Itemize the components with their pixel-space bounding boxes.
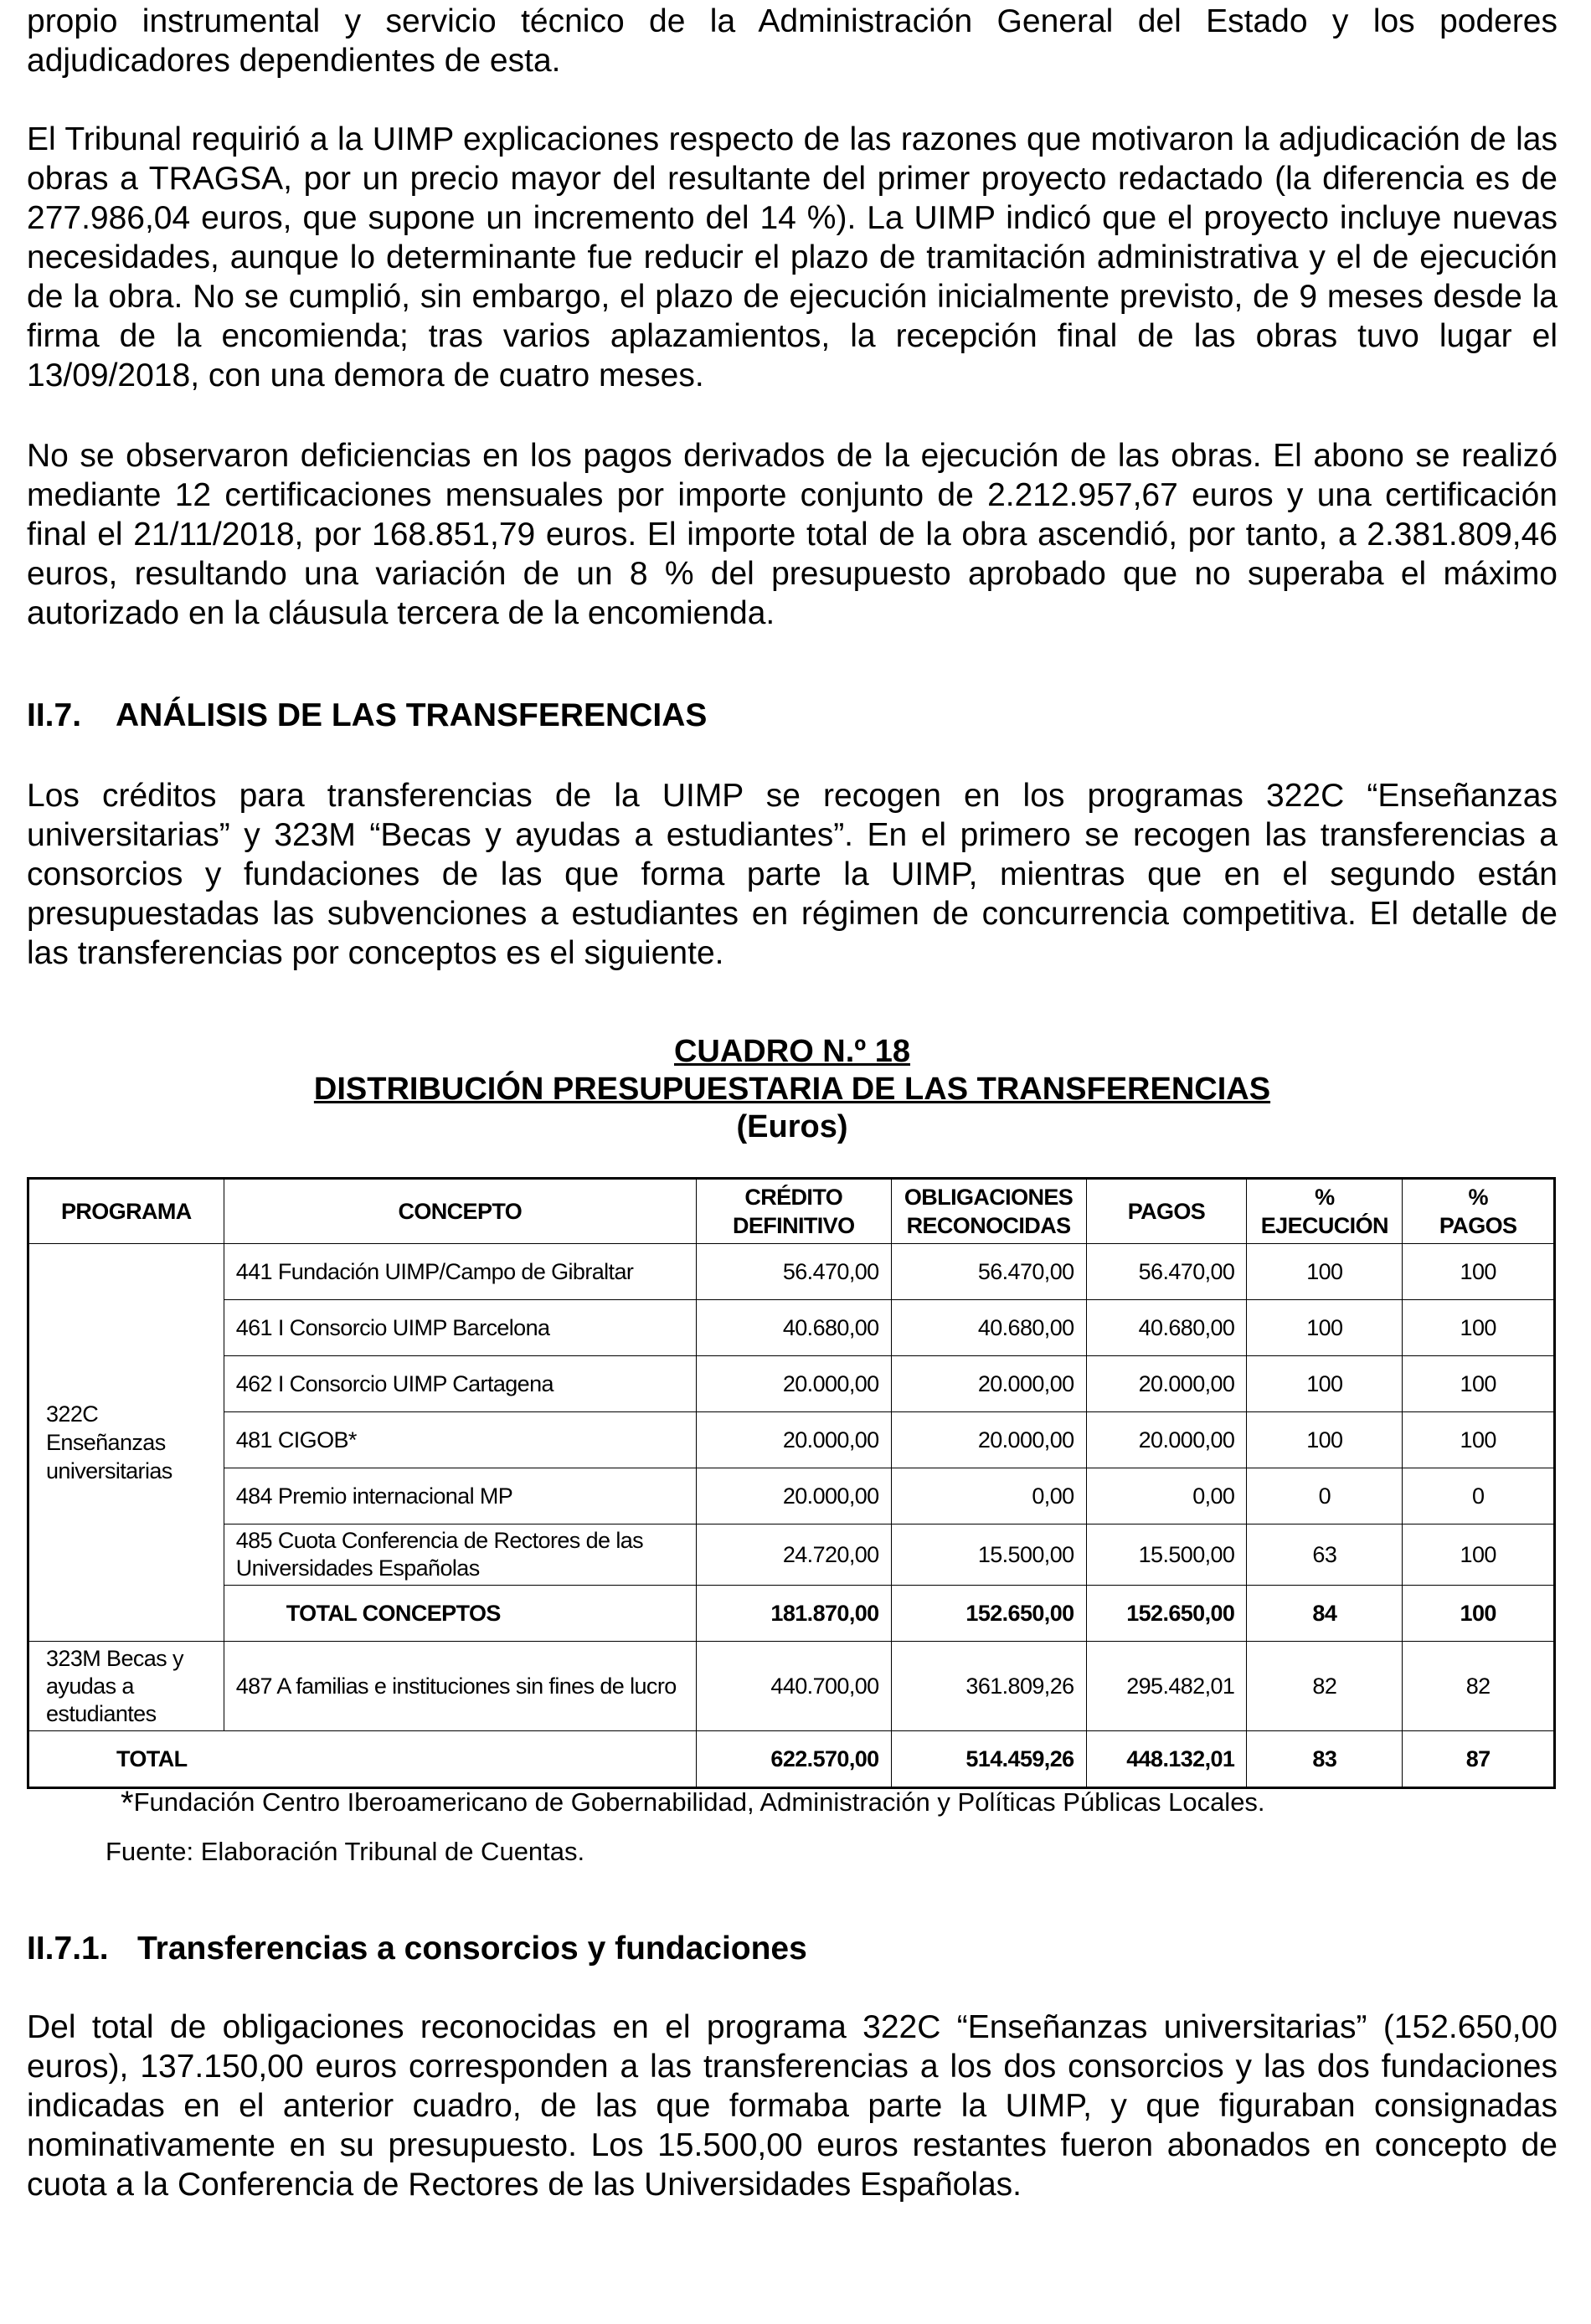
transfers-table: [27, 1177, 1556, 1789]
pct-pagos-cell: 100: [1403, 1300, 1555, 1356]
section-number: II.7.: [27, 697, 82, 733]
paragraph-4: Los créditos para transferencias de la UIMP se recogen en los programas 322C “Enseñanzas universitarias” y 323M “Becas y ayudas a estudiantes”. En el primero se recogen las transferencias a consorcios y fundaciones de las que forma parte la UIMP, mientras que en el segundo están presupuestadas las subvenciones a estudiantes en régimen de concurrencia competitiva. El detalle de las transferencias por conceptos es el siguiente.: [27, 778, 1558, 971]
pct-pagos-cell: 100: [1403, 1586, 1555, 1642]
table-row: [28, 1524, 1555, 1586]
pagos-cell: 448.132,01: [1086, 1731, 1247, 1788]
header-ejecucion-line2: EJECUCIÓN: [1260, 1213, 1388, 1238]
obligaciones-cell: 152.650,00: [891, 1586, 1086, 1642]
pagos-cell: 40.680,00: [1086, 1300, 1247, 1356]
paragraph-2: El Tribunal requirió a la UIMP explicaciones respecto de las razones que motivaron la adjudicación de las obras a TRAGSA, por un precio mayor del resultante del primer proyecto redactado (la diferencia es de 277.986,04 euros, que supone un incremento del 14 %). La UIMP indicó que el proyecto incluye nuevas necesidades, aunque lo determinante fue reducir el plazo de tramitación administrativa y el de ejecución de la obra. No se cumplió, sin embargo, el plazo de ejecución inicialmente previsto, de 9 meses desde la firma de la encomienda; tras varios aplazamientos, la recepción final de las obras tuvo lugar el 13/09/2018, con una demora de cuatro meses.: [27, 121, 1558, 393]
program-322c-name-2: universitarias: [46, 1458, 172, 1483]
total-row: [28, 1731, 1555, 1788]
paragraph-3: No se observaron deficiencias en los pagos derivados de la ejecución de las obras. El abono se realizó mediante 12 certificaciones mensuales por importe conjunto de 2.212.957,67 euros y una certificación final el 21/11/2018, por 168.851,79 euros. El importe total de la obra ascendió, por tanto, a 2.381.809,46 euros, resultando una variación de un 8 % del presupuesto aprobado que no superaba el máximo autorizado en la cláusula tercera de la encomienda.: [27, 438, 1558, 631]
header-credito: [696, 1179, 891, 1244]
header-obligaciones-line1: OBLIGACIONES: [904, 1185, 1074, 1210]
pct-pagos-cell: 100: [1403, 1524, 1555, 1586]
caption-title: DISTRIBUCIÓN PRESUPUESTARIA DE LAS TRANSFERENCIAS: [313, 1072, 1271, 1107]
header-obligaciones-line2: RECONOCIDAS: [906, 1213, 1071, 1238]
concepto-cell: 441 Fundación UIMP/Campo de Gibraltar: [224, 1244, 696, 1300]
concepto-cell: 481 CIGOB*: [224, 1412, 696, 1468]
obligaciones-cell: 40.680,00: [891, 1300, 1086, 1356]
obligaciones-cell: 15.500,00: [891, 1524, 1086, 1586]
concepto-cell: 462 I Consorcio UIMP Cartagena: [224, 1356, 696, 1412]
header-credito-line1: CRÉDITO: [744, 1185, 843, 1210]
total-conceptos-label: TOTAL CONCEPTOS: [224, 1586, 696, 1642]
table-footnote: [121, 1786, 1265, 1820]
header-pct-pagos-line1: %: [1468, 1185, 1488, 1210]
pct-pagos-cell: 82: [1403, 1642, 1555, 1731]
credito-cell: 20.000,00: [696, 1468, 891, 1524]
pagos-cell: 56.470,00: [1086, 1244, 1247, 1300]
table-row: [28, 1412, 1555, 1468]
ejecucion-cell: 63: [1247, 1524, 1403, 1586]
program-323m-cell: [28, 1642, 224, 1731]
obligaciones-cell: 0,00: [891, 1468, 1086, 1524]
pct-pagos-cell: 100: [1403, 1244, 1555, 1300]
header-programa: PROGRAMA: [28, 1179, 224, 1244]
program-323m-line1: 323M Becas y: [46, 1645, 183, 1671]
table-row: [28, 1300, 1555, 1356]
pagos-cell: 20.000,00: [1086, 1412, 1247, 1468]
pct-pagos-cell: 100: [1403, 1412, 1555, 1468]
caption-number: CUADRO N.º 18: [673, 1034, 911, 1069]
caption-units: (Euros): [736, 1109, 848, 1144]
header-credito-line2: DEFINITIVO: [732, 1213, 855, 1238]
pagos-cell: 295.482,01: [1086, 1642, 1247, 1731]
footnote-text: Fundación Centro Iberoamericano de Gobernabilidad, Administración y Políticas Públicas Locales.: [133, 1787, 1265, 1817]
credito-cell: 40.680,00: [696, 1300, 891, 1356]
program-322c-name-1: Enseñanzas: [46, 1430, 166, 1455]
pct-pagos-cell: 100: [1403, 1356, 1555, 1412]
section-heading-ii71: [27, 1929, 807, 1968]
program-323m-line3: estudiantes: [46, 1700, 157, 1726]
section-title: Transferencias a consorcios y fundaciones: [137, 1931, 807, 1967]
table-row: [28, 1356, 1555, 1412]
section-title: ANÁLISIS DE LAS TRANSFERENCIAS: [116, 697, 708, 733]
table-header-row: [28, 1179, 1555, 1244]
ejecucion-cell: 84: [1247, 1586, 1403, 1642]
ejecucion-cell: 100: [1247, 1244, 1403, 1300]
footnote-marker: *: [121, 1785, 134, 1822]
pagos-cell: 152.650,00: [1086, 1586, 1247, 1642]
credito-cell: 56.470,00: [696, 1244, 891, 1300]
table-row: [28, 1244, 1555, 1300]
section-heading-ii7: [27, 696, 707, 735]
concepto-cell: 461 I Consorcio UIMP Barcelona: [224, 1300, 696, 1356]
table-caption: [27, 1033, 1558, 1146]
pagos-cell: 0,00: [1086, 1468, 1247, 1524]
credito-cell: 440.700,00: [696, 1642, 891, 1731]
table-source: Fuente: Elaboración Tribunal de Cuentas.: [106, 1837, 585, 1866]
credito-cell: 622.570,00: [696, 1731, 891, 1788]
program-322c-cell: [28, 1244, 224, 1642]
obligaciones-cell: 361.809,26: [891, 1642, 1086, 1731]
total-label: TOTAL: [28, 1731, 697, 1788]
header-ejecucion: [1247, 1179, 1403, 1244]
credito-cell: 20.000,00: [696, 1356, 891, 1412]
obligaciones-cell: 20.000,00: [891, 1356, 1086, 1412]
header-ejecucion-line1: %: [1315, 1185, 1335, 1210]
header-pct-pagos: [1403, 1179, 1555, 1244]
header-obligaciones: [891, 1179, 1086, 1244]
pagos-cell: 20.000,00: [1086, 1356, 1247, 1412]
ejecucion-cell: 0: [1247, 1468, 1403, 1524]
credito-cell: 20.000,00: [696, 1412, 891, 1468]
header-concepto: CONCEPTO: [224, 1179, 696, 1244]
concepto-cell: [224, 1524, 696, 1586]
obligaciones-cell: 20.000,00: [891, 1412, 1086, 1468]
concepto-cell: 487 A familias e instituciones sin fines de lucro: [224, 1642, 696, 1731]
header-pct-pagos-line2: PAGOS: [1439, 1213, 1517, 1238]
ejecucion-cell: 100: [1247, 1412, 1403, 1468]
obligaciones-cell: 514.459,26: [891, 1731, 1086, 1788]
table-row: [28, 1642, 1555, 1731]
total-conceptos-row: [28, 1586, 1555, 1642]
ejecucion-cell: 100: [1247, 1356, 1403, 1412]
credito-cell: 24.720,00: [696, 1524, 891, 1586]
concepto-cell: 484 Premio internacional MP: [224, 1468, 696, 1524]
credito-cell: 181.870,00: [696, 1586, 891, 1642]
paragraph-5: Del total de obligaciones reconocidas en el programa 322C “Enseñanzas universitarias” (152.650,00 euros), 137.150,00 euros corresponden a las transferencias a los dos consorcios y las dos fundaciones indicadas en el anterior cuadro, de las que formaba parte la UIMP, y que figuraban consignadas nominativamente en su presupuesto. Los 15.500,00 euros restantes fueron abonados en concepto de cuota a la Conferencia de Rectores de las Universidades Españolas.: [27, 2009, 1558, 2203]
header-pagos: PAGOS: [1086, 1179, 1247, 1244]
program-323m-line2: ayudas a: [46, 1673, 134, 1699]
concepto-line1: 485 Cuota Conferencia de Rectores de las: [235, 1528, 644, 1553]
concepto-line2: Universidades Españolas: [235, 1555, 480, 1581]
pct-pagos-cell: 0: [1403, 1468, 1555, 1524]
pct-pagos-cell: 87: [1403, 1731, 1555, 1788]
ejecucion-cell: 82: [1247, 1642, 1403, 1731]
ejecucion-cell: 100: [1247, 1300, 1403, 1356]
section-number: II.7.1.: [27, 1931, 109, 1967]
pagos-cell: 15.500,00: [1086, 1524, 1247, 1586]
obligaciones-cell: 56.470,00: [891, 1244, 1086, 1300]
ejecucion-cell: 83: [1247, 1731, 1403, 1788]
program-322c-code: 322C: [46, 1401, 99, 1427]
table-row: [28, 1468, 1555, 1524]
paragraph-1: propio instrumental y servicio técnico de la Administración General del Estado y los poderes adjudicadores dependientes de esta.: [27, 3, 1558, 79]
